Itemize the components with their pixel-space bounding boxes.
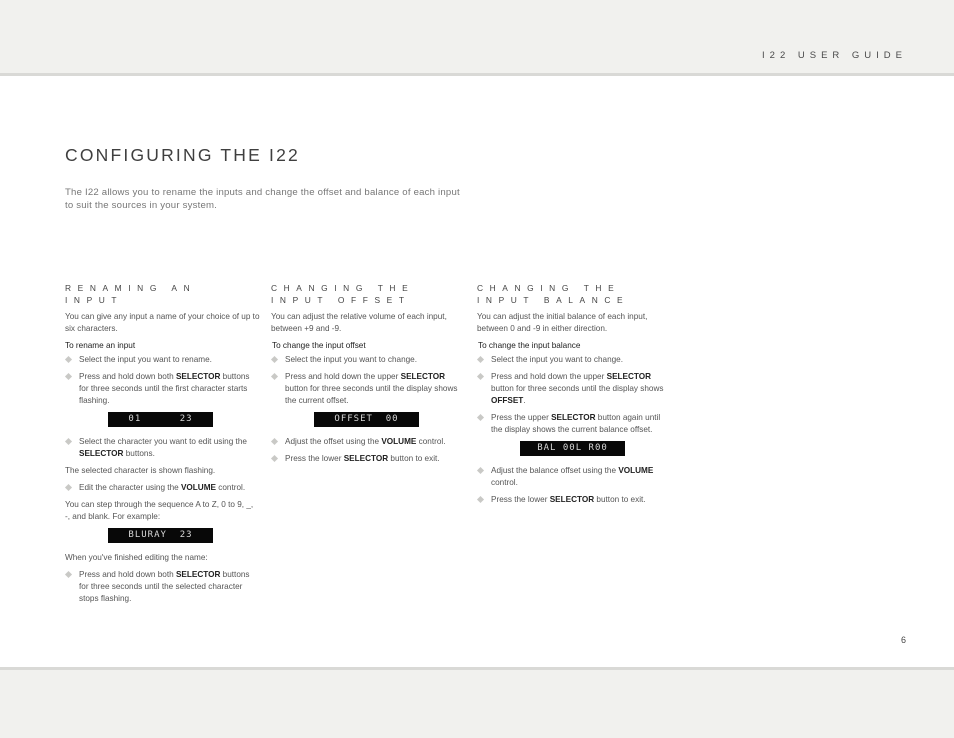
bullet-diamond-icon: [477, 414, 484, 421]
section-intro: You can adjust the relative volume of each input, between +9 and -9.: [271, 312, 447, 333]
note: When you've finished editing the name:: [65, 553, 208, 562]
steps-list: [271, 354, 466, 407]
step: Adjust the balance offset using the VOLUME control.: [477, 465, 672, 489]
steps-list: [477, 354, 672, 436]
step: Adjust the offset using the VOLUME control.: [271, 436, 466, 448]
bullet-diamond-icon: [477, 373, 484, 380]
bullet-diamond-icon: [65, 484, 72, 491]
bullet-diamond-icon: [271, 438, 278, 445]
page-intro: The I22 allows you to rename the inputs and change the offset and balance of each input to suit the sources in your system.: [65, 187, 460, 211]
section-heading: RENAMING AN INPUT: [65, 283, 197, 305]
steps-list: [65, 569, 260, 605]
step: Edit the character using the VOLUME control.: [65, 482, 260, 494]
step: Press and hold down the upper SELECTOR button for three seconds until the display shows OFFSET.: [477, 371, 672, 407]
section-heading: CHANGING THE INPUT OFFSET: [271, 283, 415, 305]
bullet-diamond-icon: [271, 455, 278, 462]
bullet-diamond-icon: [65, 438, 72, 445]
steps-list: [477, 465, 672, 506]
step: Press the lower SELECTOR button to exit.: [271, 453, 466, 465]
section-renaming: [65, 282, 260, 610]
step: Select the input you want to change.: [271, 354, 466, 366]
display-readout: OFFSET 00: [314, 412, 419, 427]
steps-list: [65, 482, 260, 494]
running-header: I22 USER GUIDE: [762, 50, 907, 61]
section-intro: You can give any input a name of your choice of up to six characters.: [65, 312, 260, 333]
bottom-band: [0, 670, 954, 738]
display-readout: BAL 00L R00: [520, 441, 625, 456]
section-offset: [271, 282, 466, 470]
page-number: 6: [900, 635, 906, 645]
step: Press the lower SELECTOR button to exit.: [477, 494, 672, 506]
steps-list: [271, 436, 466, 465]
top-band: [0, 0, 954, 73]
page-title: CONFIGURING THE I22: [65, 145, 300, 165]
steps-list: [65, 436, 260, 460]
procedure-title: To rename an input: [65, 341, 136, 350]
section-intro: You can adjust the initial balance of each input, between 0 and -9 in either direction.: [477, 312, 648, 333]
bullet-diamond-icon: [477, 496, 484, 503]
note: The selected character is shown flashing.: [65, 466, 216, 475]
step: Press the upper SELECTOR button again until the display shows the current balance offset.: [477, 412, 672, 436]
section-balance: [477, 282, 672, 511]
bullet-diamond-icon: [477, 467, 484, 474]
display-readout: 01 23: [108, 412, 213, 427]
display-readout: BLURAY 23: [108, 528, 213, 543]
step: Press and hold down both SELECTOR buttons for three seconds until the selected character stops flashing.: [65, 569, 260, 605]
bullet-diamond-icon: [271, 373, 278, 380]
bullet-diamond-icon: [477, 356, 484, 363]
note: You can step through the sequence A to Z, 0 to 9, _, -, and blank. For example:: [65, 500, 254, 521]
bullet-diamond-icon: [65, 356, 72, 363]
steps-list: [65, 354, 260, 407]
step: Press and hold down the upper SELECTOR button for three seconds until the display shows the current offset.: [271, 371, 466, 407]
step: Press and hold down both SELECTOR buttons for three seconds until the first character starts flashing.: [65, 371, 260, 407]
procedure-title: To change the input offset: [272, 341, 366, 350]
procedure-title: To change the input balance: [478, 341, 581, 350]
step: Select the input you want to rename.: [65, 354, 260, 366]
bullet-diamond-icon: [271, 356, 278, 363]
step: Select the character you want to edit using the SELECTOR buttons.: [65, 436, 260, 460]
step: Select the input you want to change.: [477, 354, 672, 366]
bullet-diamond-icon: [65, 373, 72, 380]
section-heading: CHANGING THE INPUT BALANCE: [477, 283, 630, 305]
bullet-diamond-icon: [65, 571, 72, 578]
